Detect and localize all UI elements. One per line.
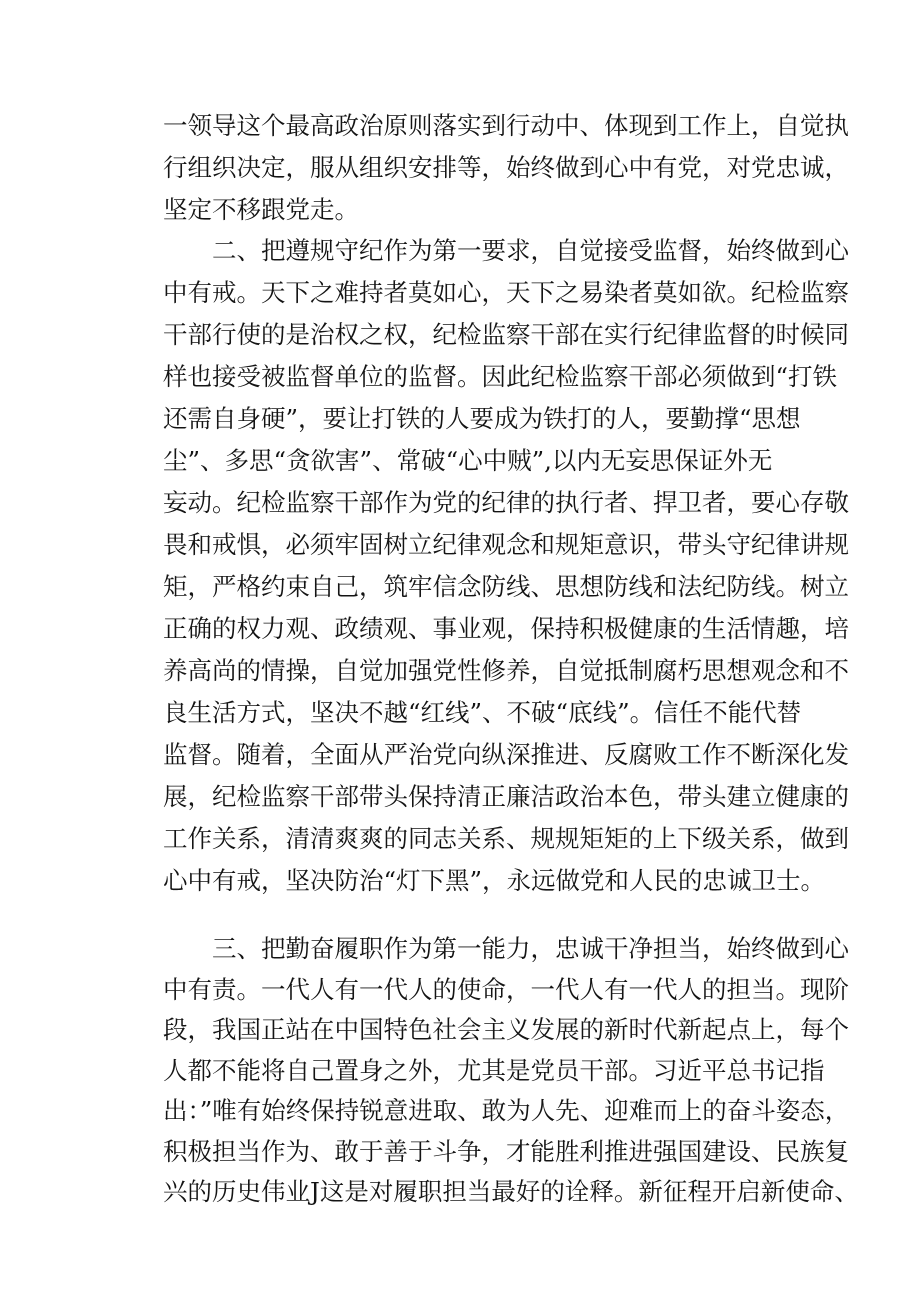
text-line: 妄动。纪检监察干部作为党的纪律的执行者、捍卫者，要心存敬 bbox=[163, 488, 849, 517]
text-line: 积极担当作为、敢于善于斗争，才能胜利推进强国建设、民族复 bbox=[163, 1136, 849, 1166]
text-line: 段，我国正站在中国特色社会主义发展的新时代新起点上，每个 bbox=[163, 1015, 849, 1044]
text-line: 尘”、多思“贪欲害”、常破“心中贼”,以内无妄思保证外无 bbox=[163, 446, 773, 475]
text-line: 行组织决定，服从组织安排等，始终做到心中有党，对党忠诚， bbox=[163, 153, 849, 182]
text-line: 二、把遵规守纪作为第一要求，自觉接受监督，始终做到心 bbox=[212, 236, 849, 265]
text-line: 干部行使的是治权之权，纪检监察干部在实行纪律监督的时候同 bbox=[163, 320, 849, 349]
text-line: 工作关系，清清爽爽的同志关系、规规矩矩的上下级关系，做到 bbox=[163, 824, 849, 853]
text-line: 监督。随着，全面从严治党向纵深推进、反腐败工作不断深化发 bbox=[163, 740, 849, 769]
text-line: 心中有戒，坚决防治“灯下黑”，永远做党和人民的忠诚卫士。 bbox=[163, 866, 826, 895]
text-line: 三、把勤奋履职作为第一能力，忠诚干净担当，始终做到心 bbox=[212, 934, 849, 963]
text-line: 一领导这个最高政治原则落实到行动中、体现到工作上，自觉执 bbox=[163, 111, 849, 140]
text-line: 坚定不移跟党走。 bbox=[163, 195, 359, 224]
paragraph-2-heading-two bbox=[163, 230, 849, 902]
text-line: 人都不能将自己置身之外，尤其是党员干部。习近平总书记指 bbox=[163, 1055, 825, 1085]
text-line: 中有戒。天下之难持者莫如心，天下之易染者莫如欲。纪检监察 bbox=[163, 278, 849, 307]
text-line: 畏和戒惧，必须牢固树立纪律观念和规矩意识，带头守纪律讲规 bbox=[163, 530, 849, 559]
paragraph-1 bbox=[163, 105, 849, 231]
text-line: 良生活方式，坚决不越“红线”、不破“底线”。信任不能代替 bbox=[163, 698, 802, 727]
paragraph-3-heading-three bbox=[163, 929, 859, 1213]
text-line: 样也接受被监督单位的监督。因此纪检监察干部必须做到“打铁 bbox=[163, 362, 838, 391]
text-line: 展，纪检监察干部带头保持清正廉洁政治本色，带头建立健康的 bbox=[163, 782, 849, 811]
text-line: 中有责。一代人有一代人的使命，一代人有一代人的担当。现阶 bbox=[163, 974, 849, 1004]
text-line: 出：”唯有始终保持锐意进取、敢为人先、迎难而上的奋斗姿态， bbox=[163, 1096, 850, 1125]
text-line: 养高尚的情操，自觉加强党性修养，自觉抵制腐朽思想观念和不 bbox=[163, 656, 849, 685]
text-line: 矩，严格约束自己，筑牢信念防线、思想防线和法纪防线。树立 bbox=[163, 572, 849, 601]
text-line: 正确的权力观、政绩观、事业观，保持积极健康的生活情趣，培 bbox=[163, 614, 849, 643]
text-line: 还需自身硬”，要让打铁的人要成为铁打的人，要勤撑“思想 bbox=[163, 404, 801, 433]
text-line: 兴的历史伟业J这是对履职担当最好的诠释。新征程开启新使命、 bbox=[163, 1177, 859, 1206]
